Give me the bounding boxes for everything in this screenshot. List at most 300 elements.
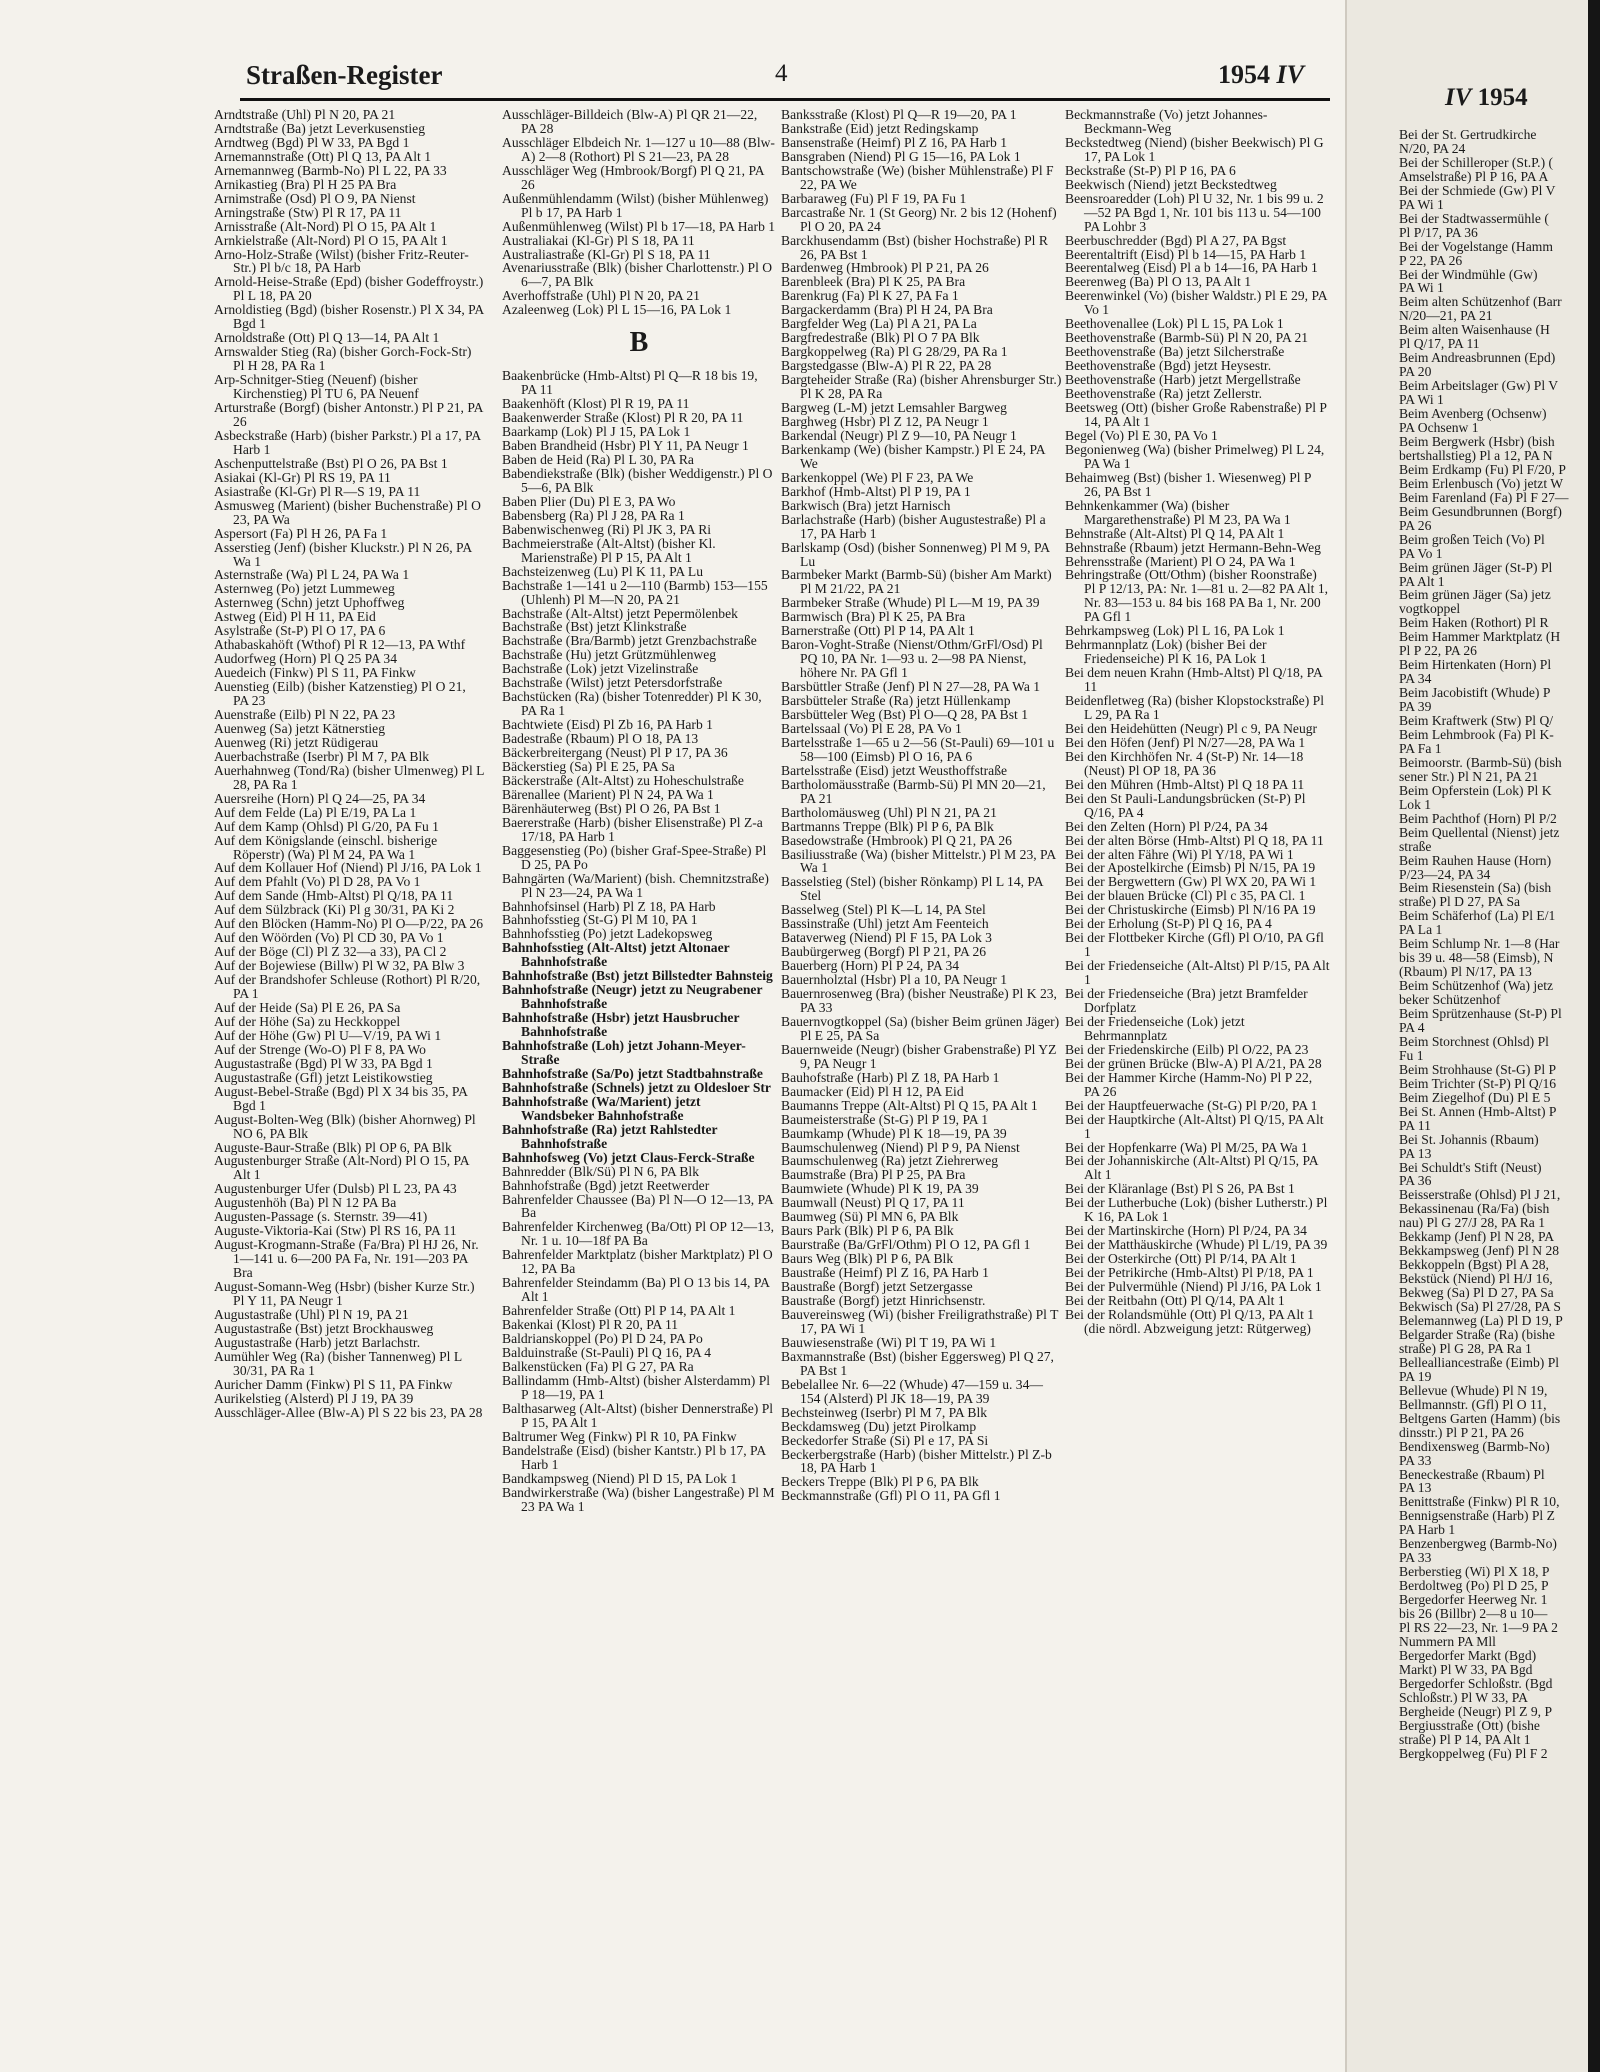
- street-entry: Beerentaltrift (Eisd) Pl b 14—15, PA Harb 1: [1065, 246, 1307, 262]
- strip-line: bis 26 (Billbr) 2—8 u 10—: [1399, 1606, 1548, 1622]
- street-entry: Baustraße (Borgf) jetzt Hinrichsenstr.: [781, 1293, 986, 1309]
- street-entry: Bei der grünen Brücke (Blw-A) Pl A/21, PA 28: [1065, 1055, 1322, 1071]
- street-entry: Auerbachstraße (Iserbr) Pl M 7, PA Blk: [214, 748, 430, 764]
- street-entry: Bankstraße (Eid) jetzt Redingskamp: [781, 120, 979, 136]
- street-entry: Bauernrosenweg (Bra) (bisher Neustraße) Pl K 23, PA 33: [781, 986, 1057, 1015]
- strip-line: Beim Strohhause (St-G) Pl P: [1399, 1061, 1557, 1077]
- street-entry: Arno-Holz-Straße (Wilst) (bisher Fritz-Reuter-Str.) Pl b/c 18, PA Harb: [214, 246, 469, 276]
- street-entry: Behaimweg (Bst) (bisher 1. Wiesenweg) Pl P 26, PA Bst 1: [1065, 469, 1311, 499]
- strip-line: Bergkoppelweg (Fu) Pl F 2: [1399, 1745, 1548, 1761]
- street-entry: Behringstraße (Ott/Othm) (bisher Roonstraße) Pl P 12/13, PA: Nr. 1—81 u. 2—82 PA Alt 1, Nr. 83—153 u. 84 bis 168 PA Ba 1, Nr. 200 PA Gfl 1: [1065, 567, 1329, 625]
- street-entry: Baltrumer Weg (Finkw) Pl R 10, PA Finkw: [502, 1428, 737, 1444]
- street-entry: Bahnhofstraße (Hsbr) jetzt Hausbrucher Bahnhofstraße: [502, 1010, 740, 1040]
- street-entry: Baumstraße (Bra) Pl P 25, PA Bra: [781, 1167, 966, 1183]
- street-entry: Augustastraße (Harb) jetzt Barlachstr.: [214, 1334, 421, 1350]
- street-entry: Bahnhofsstieg (St-G) Pl M 10, PA 1: [502, 912, 698, 928]
- street-entry: Auf der Brandshofer Schleuse (Rothort) Pl R/20, PA 1: [214, 972, 481, 1002]
- street-entry: Ausschläger-Billdeich (Blw-A) Pl QR 21—22, PA 28: [502, 107, 758, 136]
- strip-line: Bendixensweg (Barmb-No): [1399, 1438, 1550, 1454]
- strip-line: Amselstraße) Pl P 16, PA A: [1399, 168, 1549, 184]
- roman-label: IV: [1276, 60, 1304, 89]
- street-entry: Baumschulenweg (Niend) Pl P 9, PA Nienst: [781, 1139, 1020, 1155]
- street-entry: Bahnhofstraße (Bgd) jetzt Reetwerder: [502, 1177, 710, 1193]
- street-entry: Barckhusendamm (Bst) (bisher Hochstraße) Pl R 26, PA Bst 1: [781, 232, 1048, 262]
- street-entry: Auf dem Sülzbrack (Ki) Pl g 30/31, PA Ki 2: [214, 902, 455, 918]
- street-entry: Beensroaredder (Loh) Pl U 32, Nr. 1 bis 99 u. 2—52 PA Bgd 1, Nr. 101 bis 113 u. 54—100 PA Lohbr 3: [1065, 190, 1324, 234]
- street-entry: August-Somann-Weg (Hsbr) (bisher Kurze Str.) Pl Y 11, PA Neugr 1: [214, 1279, 475, 1309]
- street-entry: Bahnhofsinsel (Harb) Pl Z 18, PA Harb: [502, 898, 716, 914]
- street-entry: Baben de Heid (Ra) Pl L 30, PA Ra: [502, 452, 694, 468]
- street-entry: Barmbeker Markt (Barmb-Sü) (bisher Am Markt) Pl M 21/22, PA 21: [781, 567, 1052, 597]
- street-entry: August-Krogmann-Straße (Fa/Bra) Pl HJ 26, Nr. 1—141 u. 6—200 PA Fa, Nr. 191—203 PA Bra: [214, 1237, 479, 1281]
- column-1: [214, 108, 484, 1420]
- strip-line: Bellevue (Whude) Pl N 19,: [1399, 1382, 1548, 1398]
- street-entry: Auf dem Sande (Hmb-Altst) Pl Q/18, PA 11: [214, 888, 454, 904]
- street-entry: Bei der Johanniskirche (Alt-Altst) Pl Q/15, PA Alt 1: [1065, 1153, 1318, 1183]
- street-entry: Bahnhofstraße (Ra) jetzt Rahlstedter Bahnhofstraße: [502, 1121, 718, 1151]
- street-entry: Beerbuschredder (Bgd) Pl A 27, PA Bgst: [1065, 232, 1287, 248]
- street-entry: Bachstraße (Lok) jetzt Vizelinstraße: [502, 661, 699, 677]
- street-entry: Aschenputtelstraße (Bst) Pl O 26, PA Bst 1: [214, 455, 448, 471]
- street-entry: Baubürgerweg (Borgf) Pl P 21, PA 26: [781, 944, 987, 960]
- street-entry: Auf der Böge (Cl) Pl Z 32—a 33), PA Cl 2: [214, 944, 447, 960]
- street-entry: Bahngärten (Wa/Marient) (bish. Chemnitzstraße) Pl N 23—24, PA Wa 1: [502, 870, 769, 900]
- strip-line: Bergedorfer Markt (Bgd): [1399, 1647, 1537, 1663]
- street-entry: Bei der Flottbeker Kirche (Gfl) Pl O/10, PA Gfl 1: [1065, 930, 1324, 960]
- strip-line: Belgarder Straße (Ra) (bishe: [1399, 1326, 1555, 1342]
- street-entry: Bäckerstieg (Sa) Pl E 25, PA Sa: [502, 758, 675, 774]
- street-entry: Beethovenstraße (Barmb-Sü) Pl N 20, PA 21: [1065, 330, 1309, 346]
- strip-line: N/20, PA 24: [1399, 140, 1466, 156]
- street-entry: Bachstraße (Hu) jetzt Grützmühlenweg: [502, 647, 717, 663]
- street-entry: Baron-Voght-Straße (Nienst/Othm/GrFl/Osd) Pl PQ 10, PA Nr. 1—93 u. 2—98 PA Nienst, höhere Nr. PA Gfl 1: [781, 637, 1043, 681]
- strip-line: PA 33: [1399, 1550, 1432, 1566]
- street-entry: Baererstraße (Harb) (bisher Elisenstraße) Pl Z-a 17/18, PA Harb 1: [502, 814, 763, 844]
- street-entry: Auenstraße (Eilb) Pl N 22, PA 23: [214, 706, 396, 722]
- street-entry: Arningstraße (Stw) Pl R 17, PA 11: [214, 204, 402, 220]
- street-entry: Bartholomäusstraße (Barmb-Sü) Pl MN 20—21, PA 21: [781, 776, 1046, 806]
- street-entry: Bahnhofstraße (Loh) jetzt Johann-Meyer-Straße: [502, 1038, 746, 1067]
- strip-line: Beim Quellental (Nienst) jetz: [1399, 824, 1560, 840]
- street-entry: Beckmannstraße (Vo) jetzt Johannes-Beckmann-Weg: [1065, 107, 1268, 136]
- street-entry: Bahnhofstraße (Sa/Po) jetzt Stadtbahnstraße: [502, 1065, 763, 1081]
- street-entry: Beerenweg (Ba) Pl O 13, PA Alt 1: [1065, 274, 1252, 290]
- page-title: Straßen-Register: [246, 60, 443, 90]
- street-entry: Bei der Petrikirche (Hmb-Altst) Pl P/18, PA 1: [1065, 1265, 1314, 1281]
- street-entry: Behrmannplatz (Lok) (bisher Bei der Friedenseiche) Pl K 16, PA Lok 1: [1065, 637, 1267, 667]
- street-entry: Auf der Höhe (Gw) Pl U—V/19, PA Wi 1: [214, 1027, 442, 1043]
- strip-line: P/23—24, PA 34: [1399, 866, 1491, 882]
- street-entry: Bei der Friedenseiche (Lok) jetzt Behrmannplatz: [1065, 1013, 1245, 1043]
- street-entry: Barsbütteler Straße (Ra) jetzt Hüllenkamp: [781, 693, 1011, 709]
- street-entry: Beetsweg (Ott) (bisher Große Rabenstraße) Pl P 14, PA Alt 1: [1065, 400, 1327, 429]
- street-entry: Baben Plier (Du) Pl E 3, PA Wo: [502, 493, 676, 509]
- street-entry: Bei der Bergwettern (Gw) Pl WX 20, PA Wi 1: [1065, 874, 1317, 890]
- street-entry: Basedowstraße (Hmbrook) Pl Q 21, PA 26: [781, 832, 1012, 848]
- strip-line: PA 39: [1399, 699, 1432, 715]
- street-entry: Bargackerdamm (Bra) Pl H 24, PA Bra: [781, 302, 993, 318]
- strip-line: PA 36: [1399, 1173, 1432, 1189]
- strip-line: Fu 1: [1399, 1047, 1424, 1063]
- strip-line: Bergedorfer Heerweg Nr. 1: [1399, 1592, 1548, 1608]
- street-entry: Barkendal (Neugr) Pl Z 9—10, PA Neugr 1: [781, 427, 1017, 443]
- street-entry: Barenkrug (Fa) Pl K 27, PA Fa 1: [781, 288, 959, 304]
- street-entry: Bei den St Pauli-Landungsbrücken (St-P) Pl Q/16, PA 4: [1065, 790, 1306, 820]
- page-year: [1218, 60, 1304, 94]
- strip-line: Beim Riesenstein (Sa) (bish: [1399, 880, 1552, 896]
- street-entry: Barcastraße Nr. 1 (St Georg) Nr. 2 bis 12 (Hohenf) Pl O 20, PA 24: [781, 204, 1057, 234]
- street-entry: Bauerberg (Horn) Pl P 24, PA 34: [781, 958, 960, 974]
- street-entry: Bahrenfelder Straße (Ott) Pl P 14, PA Alt 1: [502, 1303, 736, 1319]
- street-entry: Arndtstraße (Ba) jetzt Leverkusenstieg: [214, 120, 426, 136]
- strip-line: Bellmannstr. (Gfl) Pl O 11,: [1399, 1396, 1547, 1412]
- street-entry: Barsbütteler Weg (Bst) Pl O—Q 28, PA Bst 1: [781, 706, 1029, 722]
- street-entry: Barbaraweg (Fu) Pl F 19, PA Fu 1: [781, 190, 967, 206]
- street-entry: Beekwisch (Niend) jetzt Beckstedtweg: [1065, 176, 1277, 192]
- street-entry: Arturstraße (Borgf) (bisher Antonstr.) Pl P 21, PA 26: [214, 400, 483, 429]
- strip-line: PA Alt 1: [1399, 573, 1445, 589]
- strip-line: Pl RS 22—23, Nr. 1—9 PA 2: [1399, 1619, 1558, 1635]
- street-entry: Baumschulenweg (Ra) jetzt Ziehrerweg: [781, 1153, 999, 1169]
- strip-line: PA 13: [1399, 1145, 1432, 1161]
- strip-line: Bergheide (Neugr) Pl Z 9, P: [1399, 1703, 1553, 1719]
- street-entry: Banksstraße (Klost) Pl Q—R 19—20, PA 1: [781, 107, 1017, 122]
- street-entry: Bauernweide (Neugr) (bisher Grabenstraße) Pl YZ 9, PA Neugr 1: [781, 1041, 1057, 1071]
- street-entry: Baarkamp (Lok) Pl J 15, PA Lok 1: [502, 424, 691, 440]
- strip-line: Beim Andreasbrunnen (Epd): [1399, 350, 1556, 366]
- street-entry: Auguste-Viktoria-Kai (Stw) Pl RS 16, PA 11: [214, 1223, 457, 1239]
- street-entry: Augustastraße (Gfl) jetzt Leistikowstieg: [214, 1069, 433, 1085]
- street-entry: Beidenfletweg (Ra) (bisher Klopstockstraße) Pl L 29, PA Ra 1: [1065, 693, 1324, 722]
- street-entry: Baumkamp (Whude) Pl K 18—19, PA 39: [781, 1125, 1007, 1141]
- street-entry: Bahnhofstraße (Neugr) jetzt zu Neugrabener Bahnhofstraße: [502, 982, 763, 1012]
- street-entry: Baumwall (Neust) Pl Q 17, PA 11: [781, 1195, 965, 1211]
- street-entry: Beethovenstraße (Ra) jetzt Zellerstr.: [1065, 386, 1263, 402]
- street-entry: Auf dem Königslande (einschl. bisherige Röperstr) (Wa) Pl M 24, PA Wa 1: [214, 832, 438, 862]
- street-entry: Asiakai (Kl-Gr) Pl RS 19, PA 11: [214, 469, 391, 485]
- strip-line: Bei der Vogelstange (Hamm: [1399, 238, 1553, 254]
- strip-line: Beim Schäferhof (La) Pl E/1: [1399, 908, 1556, 924]
- street-entry: Asiastraße (Kl-Gr) Pl R—S 19, PA 11: [214, 483, 421, 499]
- street-entry: Bantschowstraße (We) (bisher Mühlenstraße) Pl F 22, PA We: [781, 162, 1054, 192]
- street-entry: Bahrenfelder Kirchenweg (Ba/Ott) Pl OP 12—13, Nr. 1 u. 10—18f PA Ba: [502, 1219, 775, 1249]
- street-entry: Bahnhofsstieg (Po) jetzt Ladekopsweg: [502, 926, 713, 942]
- street-entry: Bansenstraße (Heimf) Pl Z 16, PA Harb 1: [781, 134, 1008, 150]
- street-entry: Asserstieg (Jenf) (bisher Kluckstr.) Pl N 26, PA Wa 1: [214, 539, 472, 569]
- street-entry: Barkhof (Hmb-Altst) Pl P 19, PA 1: [781, 483, 971, 499]
- street-entry: Asmusweg (Marient) (bisher Buchenstraße) Pl O 23, PA Wa: [214, 497, 481, 527]
- street-entry: Bartholomäusweg (Uhl) Pl N 21, PA 21: [781, 804, 997, 820]
- street-entry: Bardenweg (Hmbrook) Pl P 21, PA 26: [781, 260, 989, 276]
- street-entry: Bauwiesenstraße (Wi) Pl T 19, PA Wi 1: [781, 1334, 997, 1350]
- street-entry: Baakenwerder Straße (Klost) Pl R 20, PA 11: [502, 410, 744, 426]
- street-entry: Aumühler Weg (Ra) (bisher Tannenweg) Pl L 30/31, PA Ra 1: [214, 1348, 462, 1378]
- strip-line: PA 34: [1399, 671, 1432, 687]
- street-entry: Bandwirkerstraße (Wa) (bisher Langestraße) Pl M 23 PA Wa 1: [502, 1484, 775, 1514]
- street-entry: Bei der Hopfenkarre (Wa) Pl M/25, PA Wa 1: [1065, 1139, 1308, 1155]
- street-entry: Bargkoppelweg (Ra) Pl G 28/29, PA Ra 1: [781, 344, 1008, 360]
- strip-line: Beim Schlump Nr. 1—8 (Har: [1399, 936, 1560, 952]
- street-entry: Bei der Kläranlage (Bst) Pl S 26, PA Bst 1: [1065, 1181, 1295, 1197]
- street-entry: Arnswalder Stieg (Ra) (bisher Gorch-Fock-Str) Pl H 28, PA Ra 1: [214, 344, 472, 374]
- strip-line: Beltgens Garten (Hamm) (bis: [1399, 1410, 1561, 1426]
- street-entry: Arnkielstraße (Alt-Nord) Pl O 15, PA Alt 1: [214, 232, 448, 248]
- strip-line: Beim Kraftwerk (Stw) Pl Q/: [1399, 713, 1554, 729]
- strip-line: Beim Opferstein (Lok) Pl K: [1399, 782, 1552, 798]
- street-entry: Behrensstraße (Marient) Pl O 24, PA Wa 1: [1065, 553, 1296, 569]
- street-entry: Bei der Christuskirche (Eimsb) Pl N/16 PA 19: [1065, 902, 1316, 918]
- strip-line: vogtkoppel: [1399, 601, 1461, 617]
- strip-line: P 22, PA 26: [1399, 252, 1463, 268]
- section-letter: B: [629, 327, 649, 359]
- strip-line: PA 20: [1399, 364, 1432, 380]
- street-entry: Baumweg (Sü) Pl MN 6, PA Blk: [781, 1209, 959, 1225]
- street-entry: Bahnhofstraße (Wa/Marient) jetzt Wandsbeker Bahnhofstraße: [502, 1093, 701, 1123]
- strip-line: Bekkampsweg (Jenf) Pl N 28: [1399, 1243, 1560, 1259]
- street-entry: Barlskamp (Osd) (bisher Sonnenweg) Pl M 9, PA Lu: [781, 539, 1050, 569]
- street-entry: Basselweg (Stel) Pl K—L 14, PA Stel: [781, 902, 986, 918]
- book-gutter: [1588, 0, 1600, 2072]
- street-entry: Beethovenstraße (Harb) jetzt Mergellstraße: [1065, 372, 1301, 388]
- street-entry: Bei der Hauptkirche (Alt-Altst) Pl Q/15, PA Alt 1: [1065, 1111, 1324, 1141]
- strip-line: Beim Arbeitslager (Gw) Pl V: [1399, 378, 1559, 394]
- strip-line: PA Vo 1: [1399, 545, 1443, 561]
- street-entry: Baumanns Treppe (Alt-Altst) Pl Q 15, PA Alt 1: [781, 1097, 1038, 1113]
- street-entry: Arnemannstraße (Ott) Pl Q 13, PA Alt 1: [214, 148, 431, 164]
- street-entry: Babenwischenweg (Ri) Pl JK 3, PA Ri: [502, 521, 712, 537]
- street-entry: Australiakai (Kl-Gr) Pl S 18, PA 11: [502, 232, 695, 248]
- strip-line: beker Schützenhof: [1399, 992, 1501, 1008]
- strip-line: Bellealliancestraße (Eimb) Pl: [1399, 1354, 1560, 1370]
- street-entry: Baustraße (Heimf) Pl Z 16, PA Harb 1: [781, 1265, 989, 1281]
- street-entry: Bauernvogtkoppel (Sa) (bisher Beim grünen Jäger) Pl E 25, PA Sa: [781, 1013, 1060, 1043]
- street-entry: Bachstraße (Wilst) jetzt Petersdorfstraße: [502, 675, 723, 691]
- street-entry: Asbeckstraße (Harb) (bisher Parkstr.) Pl a 17, PA Harb 1: [214, 427, 481, 457]
- street-entry: Bechsteinweg (Iserbr) Pl M 7, PA Blk: [781, 1404, 988, 1420]
- street-entry: Averhoffstraße (Uhl) Pl N 20, PA 21: [502, 288, 700, 304]
- strip-line: Bekkoppeln (Bgst) Pl A 28,: [1399, 1257, 1549, 1273]
- street-entry: Arnimstraße (Osd) Pl O 9, PA Nienst: [214, 190, 416, 206]
- strip-line: Bekassinenau (Ra/Fa) (bish: [1399, 1201, 1550, 1217]
- street-entry: Auenstieg (Eilb) (bisher Katzenstieg) Pl O 21, PA 23: [214, 679, 466, 709]
- strip-line: Bei St. Annen (Hmb-Altst) P: [1399, 1103, 1557, 1119]
- street-entry: Bahnhofstraße (Bst) jetzt Billstedter Bahnsteig: [502, 968, 773, 984]
- street-entry: Beckstraße (St-P) Pl P 16, PA 6: [1065, 162, 1236, 178]
- street-entry: Beerentalweg (Eisd) Pl a b 14—16, PA Harb 1: [1065, 260, 1318, 276]
- street-entry: Bauernholztal (Hsbr) Pl a 10, PA Neugr 1: [781, 972, 1008, 988]
- column-2: [502, 108, 776, 1513]
- street-entry: Auf den Blöcken (Hamm-No) Pl O—P/22, PA 26: [214, 916, 484, 932]
- street-entry: Aspersort (Fa) Pl H 26, PA Fa 1: [214, 525, 388, 541]
- street-entry: Aurikelstieg (Alsterd) Pl J 19, PA 39: [214, 1390, 414, 1406]
- street-entry: Ballindamm (Hmb-Altst) (bisher Alsterdamm) Pl P 18—19, PA 1: [502, 1372, 771, 1402]
- street-entry: Baustraße (Borgf) jetzt Setzergasse: [781, 1279, 973, 1295]
- street-entry: Bahrenfelder Steindamm (Ba) Pl O 13 bis 14, PA Alt 1: [502, 1275, 770, 1305]
- street-entry: Begel (Vo) Pl E 30, PA Vo 1: [1065, 427, 1218, 443]
- street-entry: Bargfelder Weg (La) Pl A 21, PA La: [781, 316, 977, 332]
- street-entry: Bei der alten Börse (Hmb-Altst) Pl Q 18, PA 11: [1065, 832, 1324, 848]
- strip-line: PA 33: [1399, 1452, 1432, 1468]
- street-entry: Bei den Heidehütten (Neugr) Pl c 9, PA Neugr: [1065, 720, 1318, 736]
- street-entry: Bei den Mühren (Hmb-Altst) Pl Q 18 PA 11: [1065, 776, 1305, 792]
- strip-line: Benzenbergweg (Barmb-No): [1399, 1536, 1557, 1552]
- street-entry: Arndtweg (Bgd) Pl W 33, PA Bgd 1: [214, 134, 410, 150]
- street-entry: Auf den Wöörden (Vo) Pl CD 30, PA Vo 1: [214, 930, 444, 946]
- strip-line: Beisserstraße (Ohlsd) Pl J 21,: [1399, 1187, 1561, 1203]
- street-entry: Bei der Rolandsmühle (Ott) Pl Q/13, PA Alt 1 (die nördl. Abzweigung jetzt: Rütgerweg): [1065, 1306, 1315, 1336]
- street-entry: Barkenkamp (We) (bisher Kampstr.) Pl E 24, PA We: [781, 441, 1045, 471]
- strip-line: Pl P 22, PA 26: [1399, 643, 1477, 659]
- strip-line: N/20—21, PA 21: [1399, 308, 1493, 324]
- street-entry: Asternweg (Po) jetzt Lummeweg: [214, 581, 395, 597]
- strip-line: Schloßstr.) Pl W 33, PA: [1399, 1689, 1528, 1705]
- strip-line: Beim Farenland (Fa) Pl F 27—: [1399, 489, 1569, 505]
- strip-line: sener Str.) Pl N 21, PA 21: [1399, 768, 1539, 784]
- street-entry: Bachstraße 1—141 u 2—110 (Barmb) 153—155 (Uhlenh) Pl M—N 20, PA 21: [502, 577, 768, 607]
- street-entry: Bandelstraße (Eisd) (bisher Kantstr.) Pl b 17, PA Harb 1: [502, 1442, 766, 1472]
- strip-line: Beim alten Schützenhof (Barr: [1399, 294, 1562, 310]
- street-entry: Bei der Friedenseiche (Bra) jetzt Bramfelder Dorfplatz: [1065, 986, 1308, 1015]
- street-entry: Baakenbrücke (Hmb-Altst) Pl Q—R 18 bis 19, PA 11: [502, 368, 758, 398]
- street-entry: Babendiekstraße (Blk) (bisher Weddigenstr.) Pl O 5—6, PA Blk: [502, 465, 773, 495]
- strip-line: Pl Q/17, PA 11: [1399, 336, 1480, 352]
- street-entry: Bärenallee (Marient) Pl N 24, PA Wa 1: [502, 786, 714, 802]
- strip-line: Beim Storchnest (Ohlsd) Pl: [1399, 1033, 1549, 1049]
- street-entry: Auf der Bojewiese (Billw) Pl W 32, PA Blw 3: [214, 958, 465, 974]
- strip-line: Beimoorstr. (Barmb-Sü) (bish: [1399, 754, 1562, 770]
- street-entry: Australiastraße (Kl-Gr) Pl S 18, PA 11: [502, 246, 711, 262]
- street-entry: Augustenhöh (Ba) Pl N 12 PA Ba: [214, 1195, 397, 1211]
- street-entry: Bei den Zelten (Horn) Pl P/24, PA 34: [1065, 818, 1268, 834]
- street-entry: Bei der Hauptfeuerwache (St-G) Pl P/20, PA 1: [1065, 1097, 1318, 1113]
- strip-line: PA 11: [1399, 1117, 1431, 1133]
- street-entry: Arnikastieg (Bra) Pl H 25 PA Bra: [214, 176, 397, 192]
- street-entry: Asylstraße (St-P) Pl O 17, PA 6: [214, 623, 386, 639]
- strip-line: PA 19: [1399, 1368, 1432, 1384]
- street-entry: Begonienweg (Wa) (bisher Primelweg) Pl L 24, PA Wa 1: [1065, 441, 1325, 471]
- column-4: [1065, 108, 1330, 1336]
- street-entry: Baxmannstraße (Bst) (bisher Eggersweg) Pl Q 27, PA Bst 1: [781, 1348, 1054, 1378]
- street-entry: Beckdamsweg (Du) jetzt Pirolkamp: [781, 1418, 977, 1434]
- street-entry: Avenariusstraße (Blk) (bisher Charlottenstr.) Pl O 6—7, PA Blk: [502, 260, 773, 290]
- street-entry: Azaleenweg (Lok) Pl L 15—16, PA Lok 1: [502, 302, 732, 318]
- street-entry: Behnstraße (Alt-Altst) Pl Q 14, PA Alt 1: [1065, 525, 1285, 541]
- street-entry: Barghweg (Hsbr) Pl Z 12, PA Neugr 1: [781, 413, 989, 429]
- strip-line: Beim Jacobistift (Whude) P: [1399, 685, 1551, 701]
- street-entry: Barenbleek (Bra) Pl K 25, PA Bra: [781, 274, 966, 290]
- strip-line: Beim Ziegelhof (Du) Pl E 5: [1399, 1089, 1551, 1105]
- strip-line: Beim alten Waisenhause (H: [1399, 322, 1550, 338]
- strip-roman: IV: [1445, 84, 1472, 111]
- strip-line: Berberstieg (Wi) Pl X 18, P: [1399, 1564, 1550, 1580]
- street-entry: Bachmeierstraße (Alt-Altst) (bisher Kl. Marienstraße) Pl P 15, PA Alt 1: [502, 535, 716, 565]
- street-entry: Bäckerstraße (Alt-Altst) zu Hoheschulstraße: [502, 772, 744, 788]
- street-entry: Arnoldstraße (Ott) Pl Q 13—14, PA Alt 1: [214, 330, 440, 346]
- street-entry: Ausschläger Weg (Hmbrook/Borgf) Pl Q 21, PA 26: [502, 162, 764, 192]
- street-entry: Barlachstraße (Harb) (bisher Augustestraße) Pl a 17, PA Harb 1: [781, 511, 1046, 541]
- street-entry: Bachtwiete (Eisd) Pl Zb 16, PA Harb 1: [502, 717, 713, 733]
- street-entry: Bartelsstraße (Eisd) jetzt Weusthoffstraße: [781, 762, 1008, 778]
- street-entry: Bei der Friedenskirche (Eilb) Pl O/22, PA 23: [1065, 1041, 1309, 1057]
- strip-line: straße: [1399, 838, 1432, 854]
- page-number: 4: [775, 60, 788, 87]
- street-entry: Bauvereinsweg (Wi) (bisher Freiligrathstraße) Pl T 17, PA Wi 1: [781, 1306, 1059, 1336]
- strip-line: Beim großen Teich (Vo) Pl: [1399, 531, 1545, 547]
- street-entry: Basselstieg (Stel) (bisher Rönkamp) Pl L 14, PA Stel: [781, 874, 1043, 904]
- strip-line: Beim grünen Jäger (Sa) jetz: [1399, 587, 1551, 603]
- strip-line: Beneckestraße (Rbaum) Pl: [1399, 1466, 1545, 1482]
- strip-line: PA Harb 1: [1399, 1522, 1456, 1538]
- street-entry: Bassinstraße (Uhl) jetzt Am Feenteich: [781, 916, 989, 932]
- street-entry: Auf der Heide (Sa) Pl E 26, PA Sa: [214, 1000, 401, 1015]
- street-entry: Arnold-Heise-Straße (Epd) (bisher Godeffroystr.) Pl L 18, PA 20: [214, 274, 484, 304]
- strip-line: PA Wi 1: [1399, 196, 1444, 212]
- street-entry: Auf dem Felde (La) Pl E/19, PA La 1: [214, 804, 417, 820]
- strip-line: Beim Hirtenkaten (Horn) Pl: [1399, 657, 1552, 673]
- strip-line: PA 4: [1399, 1020, 1425, 1035]
- year-label: 1954: [1218, 60, 1270, 89]
- street-entry: Baurs Park (Blk) Pl P 6, PA Blk: [781, 1223, 954, 1239]
- strip-line: Bekkamp (Jenf) Pl N 28, PA: [1399, 1229, 1555, 1245]
- strip-line: PA 13: [1399, 1480, 1432, 1496]
- street-entry: Barmwisch (Bra) Pl K 25, PA Bra: [781, 609, 966, 625]
- strip-line: dinsstr.) Pl P 21, PA 26: [1399, 1424, 1524, 1440]
- strip-line: Beim Haken (Rothort) Pl R: [1399, 615, 1549, 631]
- strip-line: Beim Gesundbrunnen (Borgf): [1399, 503, 1562, 519]
- strip-line: Benittstraße (Finkw) Pl R 10,: [1399, 1494, 1560, 1510]
- strip-line: Beim Trichter (St-P) Pl Q/16: [1399, 1075, 1557, 1091]
- street-entry: Bei der Erholung (St-P) Pl Q 16, PA 4: [1065, 916, 1272, 932]
- street-entry: Baggesenstieg (Po) (bisher Graf-Spee-Straße) Pl D 25, PA Po: [502, 842, 767, 872]
- strip-line: Bergiusstraße (Ott) (bishe: [1399, 1717, 1540, 1733]
- street-entry: Basiliusstraße (Wa) (bisher Mittelstr.) Pl M 23, PA Wa 1: [781, 846, 1056, 876]
- street-entry: Bei der Pulvermühle (Niend) Pl J/16, PA Lok 1: [1065, 1279, 1322, 1295]
- strip-line: PA Wi 1: [1399, 280, 1444, 296]
- street-entry: Barkenkoppel (We) Pl F 23, PA We: [781, 469, 974, 485]
- street-entry: Bachsteizenweg (Lu) Pl K 11, PA Lu: [502, 563, 703, 579]
- header-rule: [240, 98, 1330, 101]
- street-entry: Bakenkai (Klost) Pl R 20, PA 11: [502, 1317, 679, 1333]
- street-entry: Asternstraße (Wa) Pl L 24, PA Wa 1: [214, 567, 410, 583]
- street-entry: Beerenwinkel (Vo) (bisher Waldstr.) Pl E 29, PA Vo 1: [1065, 288, 1327, 318]
- street-entry: Bei der Matthäuskirche (Whude) Pl L/19, PA 39: [1065, 1237, 1328, 1253]
- street-entry: Bei den Kirchhöfen Nr. 4 (St-P) Nr. 14—18 (Neust) Pl OP 18, PA 36: [1065, 748, 1304, 778]
- strip-line: Beim Avenberg (Ochsenw): [1399, 406, 1547, 422]
- street-entry: Baumeisterstraße (St-G) Pl P 19, PA 1: [781, 1111, 989, 1127]
- street-entry: Augustastraße (Bgd) Pl W 33, PA Bgd 1: [214, 1055, 433, 1071]
- street-entry: Auf der Strenge (Wo-O) Pl F 8, PA Wo: [214, 1041, 426, 1057]
- strip-line: Bekwisch (Sa) Pl 27/28, PA S: [1399, 1299, 1561, 1315]
- street-entry: Bartelssaal (Vo) Pl E 28, PA Vo 1: [781, 720, 962, 736]
- street-entry: Baakenhöft (Klost) Pl R 19, PA 11: [502, 396, 690, 412]
- street-entry: Bahnhofstraße (Schnels) jetzt zu Oldesloer Str: [502, 1079, 771, 1095]
- strip-line: Beim Erdkamp (Fu) Pl F/20, P: [1399, 461, 1566, 477]
- street-entry: Bartmanns Treppe (Blk) Pl P 6, PA Blk: [781, 818, 994, 834]
- street-entry: Augustenburger Straße (Alt-Nord) Pl O 15, PA Alt 1: [214, 1153, 469, 1183]
- street-entry: Auf dem Kamp (Ohlsd) Pl G/20, PA Fu 1: [214, 818, 439, 834]
- street-entry: Bei der Martinskirche (Horn) Pl P/24, PA 34: [1065, 1223, 1307, 1239]
- street-entry: Bargteheider Straße (Ra) (bisher Ahrensburger Str.) Pl K 28, PA Ra: [781, 372, 1062, 402]
- street-entry: Arnemannweg (Barmb-No) Pl L 22, PA 33: [214, 162, 447, 178]
- strip-header: [1445, 84, 1528, 112]
- strip-line: PA Wi 1: [1399, 392, 1444, 408]
- street-entry: Bebelallee Nr. 6—22 (Whude) 47—159 u. 34—154 (Alsterd) Pl JK 18—19, PA 39: [781, 1376, 1043, 1406]
- street-entry: Auguste-Baur-Straße (Blk) Pl OP 6, PA Blk: [214, 1139, 452, 1155]
- street-entry: Bandkampsweg (Niend) Pl D 15, PA Lok 1: [502, 1470, 738, 1486]
- street-entry: Audorfweg (Horn) Pl Q 25 PA 34: [214, 651, 398, 667]
- strip-line: Bei der Schilleroper (St.P.) (: [1399, 154, 1554, 170]
- street-entry: Bäckerbreitergang (Neust) Pl P 17, PA 36: [502, 745, 728, 761]
